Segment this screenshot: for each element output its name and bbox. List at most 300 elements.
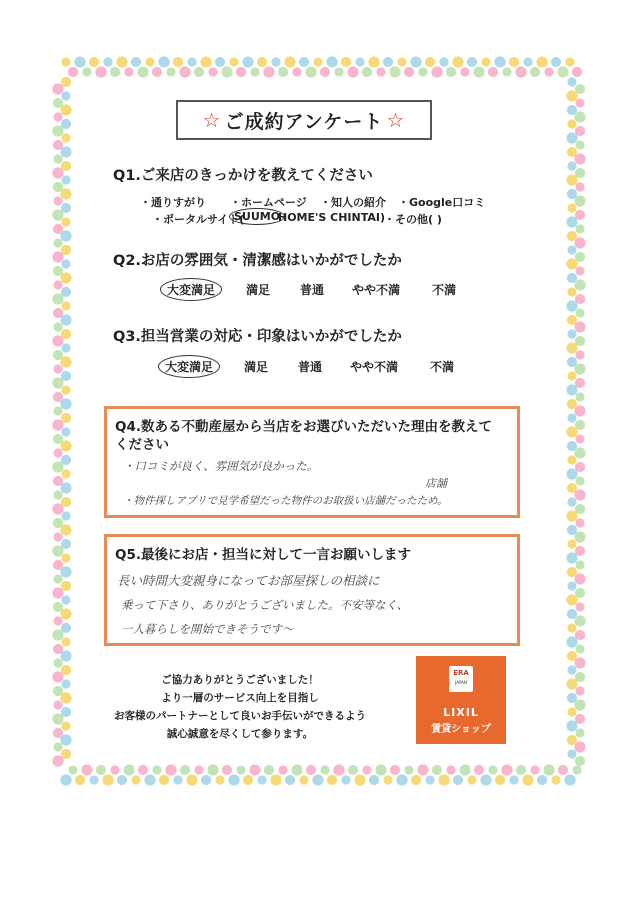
q1-option-passing[interactable]: ・通りすがり	[140, 196, 206, 209]
q3-option-dissatisfied-somewhat[interactable]: やや不満	[350, 360, 399, 374]
border-dot	[166, 67, 175, 76]
border-dot	[326, 56, 337, 67]
q5-handwritten-line3: 一人暮らしを開始できそうです〜	[121, 622, 294, 636]
border-dot	[52, 503, 63, 514]
border-dot	[61, 371, 71, 381]
border-dot	[567, 525, 577, 535]
border-dot	[152, 765, 161, 774]
border-dot	[575, 728, 584, 737]
border-dot	[516, 765, 526, 775]
border-dot	[439, 57, 448, 66]
border-dot	[52, 629, 63, 640]
border-dot	[567, 707, 576, 716]
border-dot	[566, 300, 577, 311]
q4-handwritten-line2: ・物件探しアプリで見学希望だった物件のお取扱い店舗だったため。	[123, 495, 448, 507]
border-dot	[575, 84, 585, 94]
border-dot	[467, 775, 476, 784]
border-dot	[575, 378, 585, 388]
border-dot	[411, 775, 421, 785]
border-dot	[362, 765, 371, 774]
border-dot	[61, 721, 70, 730]
border-dot	[52, 755, 63, 766]
border-dot	[341, 57, 351, 67]
border-dot	[567, 567, 577, 577]
border-dot	[61, 301, 70, 310]
border-dot	[53, 616, 62, 625]
border-dot	[536, 56, 547, 67]
border-dot	[575, 476, 584, 485]
border-dot	[567, 147, 577, 157]
q5-answer-box[interactable]	[104, 534, 520, 646]
border-dot	[306, 765, 316, 775]
border-dot	[305, 66, 316, 77]
border-dot	[60, 356, 71, 367]
border-dot	[53, 658, 62, 667]
border-dot	[522, 774, 533, 785]
border-dot	[467, 57, 477, 67]
border-dot	[313, 57, 322, 66]
border-dot	[574, 111, 585, 122]
border-dot	[61, 287, 71, 297]
border-dot	[566, 426, 577, 437]
border-dot	[61, 203, 71, 213]
border-dot	[567, 441, 577, 451]
border-dot	[567, 287, 576, 296]
border-dot	[368, 56, 379, 67]
border-dot	[574, 489, 585, 500]
q1-option-homepage[interactable]: ・ホームページ	[230, 196, 307, 209]
border-dot	[60, 734, 71, 745]
border-dot	[60, 272, 71, 283]
border-dot	[52, 125, 63, 136]
border-dot	[53, 308, 63, 318]
border-dot	[187, 57, 196, 66]
border-dot	[173, 775, 182, 784]
border-dot	[264, 765, 274, 775]
q1-option-other[interactable]: ・その他( )	[384, 213, 442, 226]
border-dot	[243, 775, 253, 785]
border-dot	[53, 224, 63, 234]
border-dot	[52, 545, 63, 556]
q1-suumo-circled[interactable]: SUUMO	[229, 208, 285, 225]
q1-option-referral[interactable]: ・知人の紹介	[320, 196, 386, 209]
q1-option-google[interactable]: ・Google口コミ	[398, 196, 486, 209]
border-dot	[131, 775, 140, 784]
border-dot	[201, 775, 211, 785]
q1-portal-rest: HOME'S CHINTAI)	[278, 211, 385, 224]
border-dot	[52, 209, 63, 220]
border-dot	[575, 462, 585, 472]
border-dot	[89, 57, 99, 67]
survey-title-text: ご成約アンケート	[224, 110, 384, 133]
border-dot	[574, 573, 585, 584]
border-dot	[575, 168, 585, 178]
border-dot	[575, 350, 584, 359]
border-dot	[383, 775, 392, 784]
border-dot	[215, 775, 224, 784]
rental-shop-name: 賃貸ショップ	[431, 724, 491, 735]
border-dot	[574, 195, 585, 206]
border-dot	[566, 174, 577, 185]
border-dot	[53, 280, 62, 289]
border-dot	[96, 765, 106, 775]
border-dot	[575, 714, 585, 724]
border-dot	[446, 67, 456, 77]
border-dot	[453, 775, 463, 785]
border-dot	[567, 245, 576, 254]
q2-option-satisfied[interactable]: 満足	[246, 283, 271, 297]
border-dot	[567, 357, 577, 367]
border-dot	[159, 775, 169, 785]
border-dot	[566, 678, 577, 689]
border-dot	[566, 468, 577, 479]
border-dot	[52, 461, 63, 472]
border-dot	[566, 510, 577, 521]
border-dot	[473, 66, 484, 77]
border-dot	[575, 294, 585, 304]
border-dot	[179, 66, 190, 77]
border-dot	[68, 765, 77, 774]
border-dot	[285, 775, 295, 785]
border-dot	[52, 293, 63, 304]
border-dot	[502, 67, 511, 76]
border-dot	[575, 686, 584, 695]
star-left-icon: ☆	[202, 108, 222, 132]
border-dot	[567, 203, 576, 212]
q2-option-dissatisfied[interactable]: 不満	[432, 283, 457, 297]
border-dot	[200, 56, 211, 67]
border-dot	[575, 224, 584, 233]
q3-option-satisfied[interactable]: 満足	[244, 360, 269, 374]
border-dot	[194, 67, 204, 77]
border-dot	[575, 756, 585, 766]
border-dot	[575, 504, 585, 514]
border-dot	[446, 765, 455, 774]
border-dot	[61, 77, 71, 87]
border-dot	[250, 67, 259, 76]
border-dot	[61, 119, 71, 129]
border-dot	[61, 553, 70, 562]
border-dot	[566, 216, 577, 227]
border-dot	[53, 448, 62, 457]
border-dot	[53, 728, 63, 738]
border-dot	[61, 469, 70, 478]
border-dot	[270, 774, 281, 785]
border-dot	[61, 413, 71, 423]
border-dot	[574, 153, 585, 164]
border-dot	[53, 602, 63, 612]
border-dot	[537, 775, 547, 785]
border-dot	[575, 672, 585, 682]
border-dot	[53, 98, 63, 108]
border-dot	[61, 175, 70, 184]
q5-question: Q5.最後にお店・担当に対して一言お願いします	[115, 547, 411, 563]
border-dot	[347, 66, 358, 77]
border-dot	[566, 720, 577, 731]
border-dot	[397, 57, 406, 66]
border-dot	[117, 775, 127, 785]
border-dot	[480, 774, 491, 785]
border-dot	[61, 329, 71, 339]
border-dot	[53, 406, 62, 415]
border-dot	[61, 259, 70, 268]
border-dot	[574, 741, 585, 752]
border-dot	[565, 57, 574, 66]
border-dot	[567, 623, 576, 632]
border-dot	[567, 651, 577, 661]
border-dot	[574, 237, 585, 248]
border-dot	[575, 308, 584, 317]
border-dot	[452, 56, 463, 67]
border-dot	[567, 693, 577, 703]
border-dot	[575, 588, 585, 598]
border-dot	[53, 140, 63, 150]
border-dot	[81, 764, 92, 775]
border-dot	[131, 57, 141, 67]
border-dot	[61, 455, 71, 465]
border-dot	[567, 455, 576, 464]
border-dot	[460, 67, 469, 76]
border-dot	[376, 67, 385, 76]
border-dot	[515, 66, 526, 77]
border-dot	[60, 566, 71, 577]
border-dot	[152, 67, 162, 77]
border-dot	[523, 57, 532, 66]
border-dot	[102, 774, 113, 785]
era-logo-subtext: JAPAN	[455, 680, 467, 685]
border-dot	[61, 679, 70, 688]
q4-question-line2: ください	[115, 437, 169, 453]
q2-option-dissatisfied-somewhat[interactable]: やや不満	[352, 283, 401, 297]
border-dot	[236, 67, 246, 77]
border-dot	[557, 66, 568, 77]
border-dot	[52, 419, 63, 430]
border-dot	[567, 329, 576, 338]
border-dot	[53, 364, 62, 373]
border-dot	[574, 615, 585, 626]
border-dot	[574, 321, 585, 332]
border-dot	[53, 742, 62, 751]
border-dot	[60, 692, 71, 703]
q2-option-very-satisfied[interactable]: 大変満足	[160, 278, 222, 301]
border-dot	[60, 440, 71, 451]
border-dot	[574, 447, 585, 458]
border-dot	[509, 57, 519, 67]
q4-answer-box[interactable]	[104, 406, 520, 518]
border-dot	[53, 644, 63, 654]
border-dot	[530, 765, 539, 774]
border-dot	[575, 182, 584, 191]
border-dot	[574, 279, 585, 290]
border-dot	[53, 322, 62, 331]
border-dot	[566, 132, 577, 143]
q3-option-dissatisfied[interactable]: 不満	[430, 360, 455, 374]
border-dot	[53, 392, 63, 402]
border-dot	[257, 775, 266, 784]
border-dot	[481, 57, 490, 66]
border-dot	[474, 765, 484, 775]
border-dot	[165, 764, 176, 775]
border-dot	[567, 413, 576, 422]
border-dot	[194, 765, 203, 774]
border-dot	[52, 251, 63, 262]
border-dot	[158, 56, 169, 67]
border-dot	[575, 392, 584, 401]
border-dot	[567, 231, 577, 241]
border-dot	[52, 587, 63, 598]
border-dot	[404, 67, 414, 77]
border-dot	[60, 104, 71, 115]
border-dot	[341, 775, 350, 784]
border-dot	[53, 686, 63, 696]
border-dot	[186, 774, 197, 785]
border-dot	[312, 774, 323, 785]
border-dot	[103, 57, 112, 66]
border-dot	[575, 336, 585, 346]
border-dot	[390, 765, 400, 775]
border-dot	[574, 531, 585, 542]
border-dot	[61, 707, 71, 717]
border-dot	[574, 699, 585, 710]
border-dot	[574, 405, 585, 416]
border-dot	[53, 490, 62, 499]
border-dot	[222, 765, 232, 775]
q3-option-neutral[interactable]: 普通	[298, 360, 323, 374]
footer-line-4: 誠心誠意を尽くして参ります。	[166, 728, 314, 740]
border-dot	[320, 765, 329, 774]
border-dot	[53, 182, 63, 192]
border-dot	[60, 524, 71, 535]
border-dot	[575, 126, 585, 136]
footer-line-3: お客様のパートナーとして良いお手伝いができるよう	[114, 710, 366, 722]
border-dot	[61, 749, 71, 759]
border-dot	[75, 775, 85, 785]
border-dot	[208, 67, 217, 76]
border-dot	[110, 67, 120, 77]
border-dot	[348, 765, 358, 775]
border-dot	[564, 774, 575, 785]
border-dot	[53, 560, 63, 570]
border-dot	[566, 258, 577, 269]
border-dot	[567, 77, 576, 86]
border-dot	[53, 476, 63, 486]
border-dot	[61, 665, 71, 675]
border-dot	[61, 637, 70, 646]
border-dot	[228, 774, 239, 785]
q3-option-very-satisfied[interactable]: 大変満足	[158, 355, 220, 378]
border-dot	[567, 749, 576, 758]
border-dot	[567, 371, 576, 380]
border-dot	[82, 67, 91, 76]
border-dot	[207, 764, 218, 775]
border-dot	[229, 57, 238, 66]
q5-handwritten-line2: 乗って下さり、ありがとうございました。不安等なく、	[121, 598, 409, 612]
border-dot	[369, 775, 379, 785]
border-dot	[567, 105, 577, 115]
border-dot	[60, 482, 71, 493]
border-dot	[362, 67, 372, 77]
border-dot	[567, 735, 577, 745]
border-dot	[124, 67, 133, 76]
border-dot	[110, 765, 119, 774]
border-dot	[53, 434, 63, 444]
border-dot	[389, 66, 400, 77]
border-dot	[116, 56, 127, 67]
border-dot	[551, 775, 560, 784]
border-dot	[354, 774, 365, 785]
border-dot	[543, 764, 554, 775]
border-dot	[567, 315, 577, 325]
border-dot	[567, 609, 577, 619]
border-dot	[551, 57, 561, 67]
border-dot	[575, 630, 585, 640]
border-dot	[383, 57, 393, 67]
border-dot	[291, 764, 302, 775]
border-dot	[61, 581, 71, 591]
q1-option-portal[interactable]: ・ポータルサイト(	[152, 213, 245, 226]
q4-question-line1: Q4.数ある不動産屋から当店をお選びいただいた理由を教えて	[115, 419, 492, 435]
border-dot	[572, 765, 581, 774]
footer-line-2: より一層のサービス向上を目指し	[161, 692, 319, 704]
border-dot	[173, 57, 183, 67]
border-dot	[61, 217, 70, 226]
border-dot	[459, 764, 470, 775]
border-dot	[567, 665, 576, 674]
border-dot	[60, 650, 71, 661]
border-dot	[61, 91, 70, 100]
border-dot	[334, 67, 343, 76]
border-dot	[567, 581, 576, 590]
border-dot	[544, 67, 553, 76]
border-dot	[575, 266, 584, 275]
survey-title	[176, 100, 432, 140]
border-dot	[61, 595, 70, 604]
border-dot	[575, 252, 585, 262]
border-dot	[60, 188, 71, 199]
border-dot	[60, 608, 71, 619]
border-dot	[257, 57, 267, 67]
lixil-brand: LIXIL	[443, 706, 479, 719]
border-dot	[575, 98, 584, 107]
border-dot	[53, 238, 62, 247]
border-dot	[53, 196, 62, 205]
border-dot	[53, 700, 62, 709]
border-dot	[575, 602, 584, 611]
border-dot	[566, 90, 577, 101]
q2-question: Q2.お店の雰囲気・清潔感はいかがでしたか	[113, 253, 402, 269]
border-dot	[567, 483, 577, 493]
border-dot	[567, 399, 577, 409]
border-dot	[284, 56, 295, 67]
footer-thanks: ご協力ありがとうございました！	[161, 674, 319, 686]
border-dot	[137, 66, 148, 77]
border-dot	[236, 765, 245, 774]
border-dot	[375, 764, 386, 775]
border-dot	[278, 765, 287, 774]
border-dot	[53, 154, 62, 163]
border-dot	[60, 230, 71, 241]
q2-option-neutral[interactable]: 普通	[300, 283, 325, 297]
border-dot	[575, 560, 584, 569]
border-dot	[509, 775, 518, 784]
border-dot	[567, 189, 577, 199]
border-dot	[61, 511, 70, 520]
border-dot	[52, 377, 63, 388]
border-dot	[575, 518, 584, 527]
q5-handwritten-line1: 長い時間大変親身になってお部屋探しの相談に	[117, 573, 380, 588]
border-dot	[404, 765, 413, 774]
border-dot	[61, 427, 70, 436]
